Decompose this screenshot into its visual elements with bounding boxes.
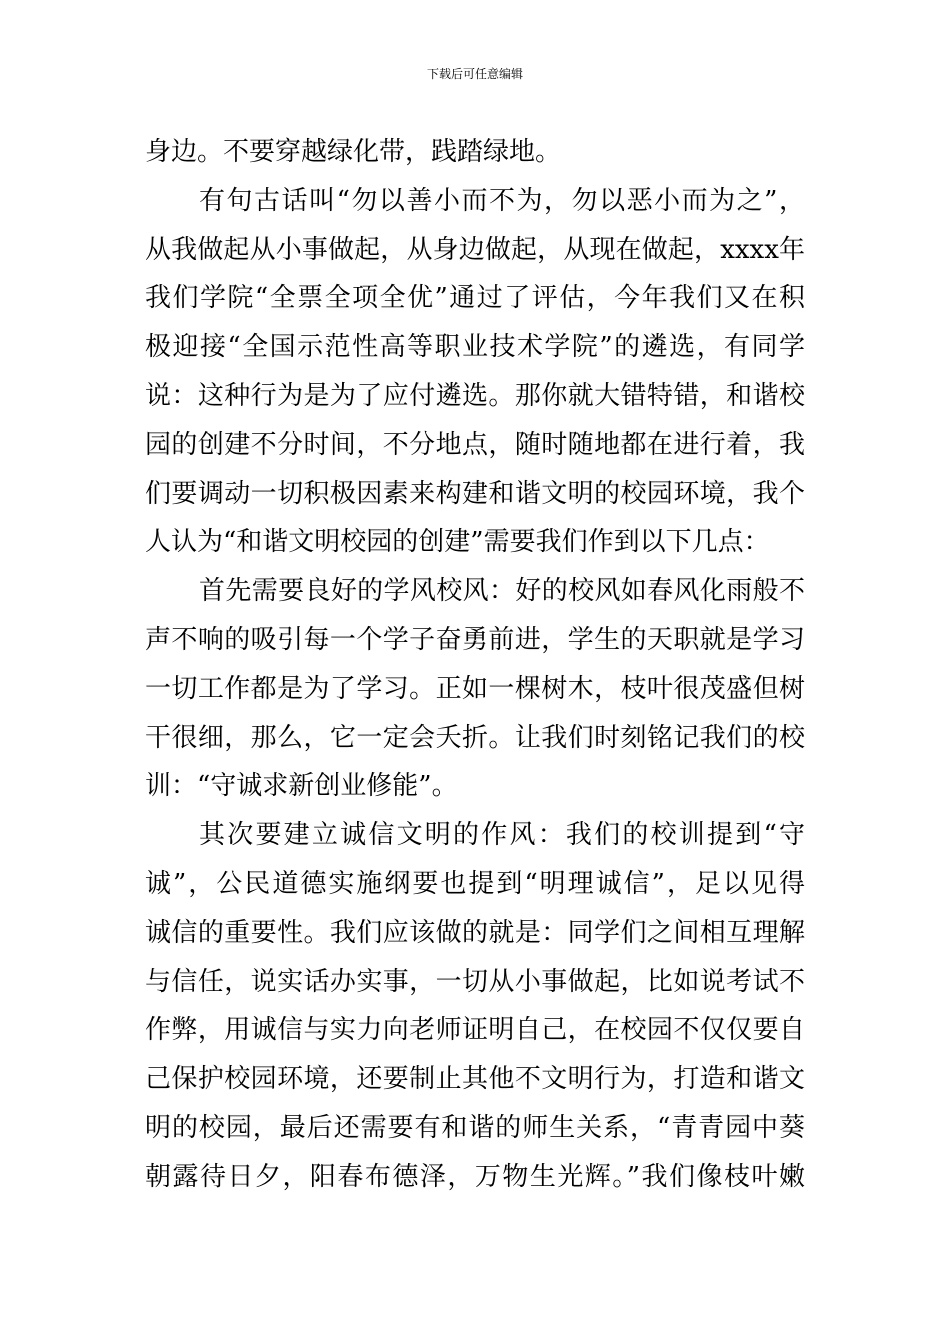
- text-line: 诚信的重要性。我们应该做的就是：同学们之间相互理解: [145, 917, 805, 948]
- page-header-note: 下载后可任意编辑: [426, 67, 523, 81]
- text-line: 说：这种行为是为了应付遴选。那你就大错特错，和谐校: [145, 380, 805, 411]
- text-line: 干很细，那么，它一定会夭折。让我们时刻铭记我们的校: [145, 722, 805, 753]
- text-line: 训：“守诚求新创业修能”。: [145, 771, 458, 802]
- text-line: 身边。不要穿越绿化带，践踏绿地。: [145, 137, 562, 167]
- text-line: 首先需要良好的学风校风：好的校风如春风化雨般不: [199, 576, 805, 607]
- text-line: 己保护校园环境，还要制止其他不文明行为，打造和谐文: [145, 1064, 805, 1095]
- text-line: 我们学院“全票全项全优”通过了评估，今年我们又在积: [145, 283, 805, 314]
- text-line: 人认为“和谐文明校园的创建”需要我们作到以下几点：: [145, 527, 770, 558]
- text-line: 声不响的吸引每一个学子奋勇前进，学生的天职就是学习: [145, 624, 805, 655]
- text-line: 其次要建立诚信文明的作风：我们的校训提到“守: [199, 820, 805, 851]
- text-line: 有句古话叫“勿以善小而不为，勿以恶小而为之”，: [199, 185, 805, 216]
- text-line: 一切工作都是为了学习。正如一棵树木，枝叶很茂盛但树: [145, 673, 805, 704]
- text-line: 从我做起从小事做起，从身边做起，从现在做起，xxxx年: [145, 234, 805, 265]
- text-line: 极迎接“全国示范性高等职业技术学院”的遴选，有同学: [145, 332, 805, 363]
- text-line: 诚”，公民道德实施纲要也提到“明理诚信”，足以见得: [145, 868, 805, 899]
- text-line: 朝露待日夕，阳春布德泽，万物生光辉。”我们像枝叶嫩: [145, 1161, 805, 1192]
- text-line: 明的校园，最后还需要有和谐的师生关系，“青青园中葵: [145, 1112, 805, 1143]
- text-line: 们要调动一切积极因素来构建和谐文明的校园环境，我个: [145, 478, 805, 509]
- text-line: 园的创建不分时间，不分地点，随时随地都在进行着，我: [145, 429, 805, 460]
- document-body: [145, 128, 805, 1202]
- text-line: 与信任，说实话办实事，一切从小事做起，比如说考试不: [145, 966, 805, 997]
- text-line: 作弊，用诚信与实力向老师证明自己，在校园不仅仅要自: [145, 1015, 805, 1046]
